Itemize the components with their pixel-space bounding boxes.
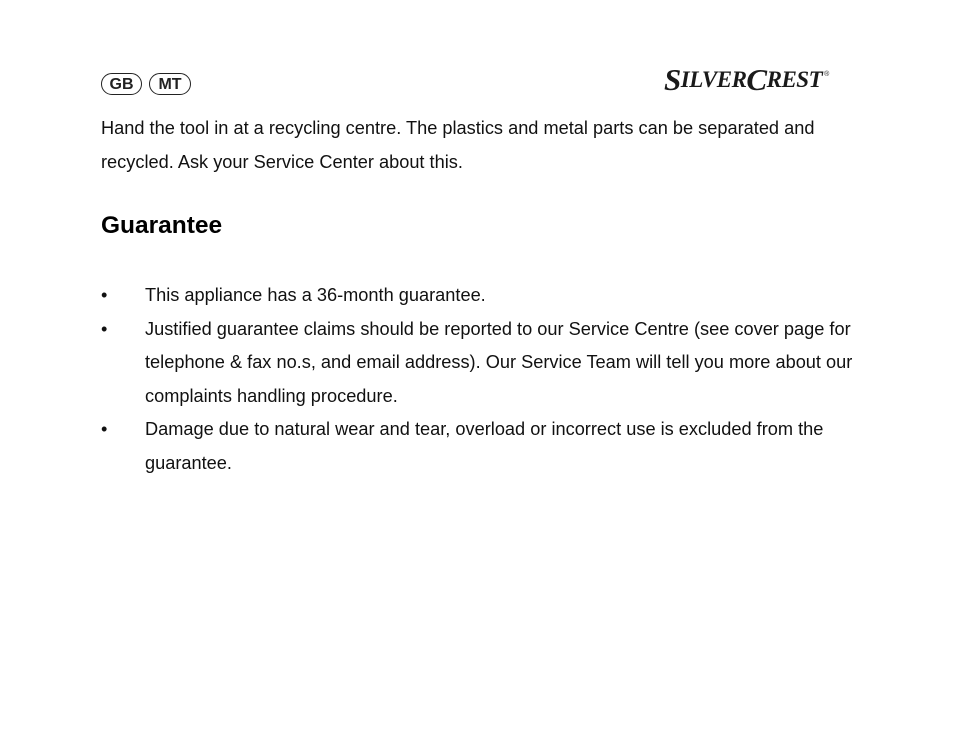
logo-letter: S: [664, 62, 681, 97]
language-badge-gb: GB: [101, 73, 142, 95]
logo-text: ILVER: [680, 67, 747, 92]
list-item: [101, 313, 861, 414]
list-item-text: This appliance has a 36-month guarantee.: [145, 285, 486, 305]
language-badge-mt: MT: [149, 73, 191, 95]
guarantee-list: [101, 279, 861, 481]
recycling-paragraph: Hand the tool in at a recycling centre. The plastics and metal parts can be separated and recycled. Ask your Service Center about this.: [101, 118, 815, 172]
logo-text: REST: [766, 67, 823, 92]
registered-mark: ®: [824, 71, 829, 78]
bullet-icon: •: [101, 318, 108, 339]
list-item: [101, 279, 861, 313]
bullet-icon: •: [101, 419, 108, 440]
list-item-text: Justified guarantee claims should be reported to our Service Centre (see cover page for telephone & fax no.s, and email address). Our Service Team will tell you more about our complaints handling procedure.: [145, 318, 853, 406]
language-badges: [101, 73, 191, 95]
list-item-text: Damage due to natural wear and tear, overload or incorrect use is excluded from the guarantee.: [145, 419, 824, 473]
bullet-icon: •: [101, 285, 108, 305]
silvercrest-logo: [664, 64, 829, 96]
logo-letter: C: [746, 62, 767, 97]
section-heading: Guarantee: [101, 212, 223, 239]
list-item: [101, 413, 861, 480]
